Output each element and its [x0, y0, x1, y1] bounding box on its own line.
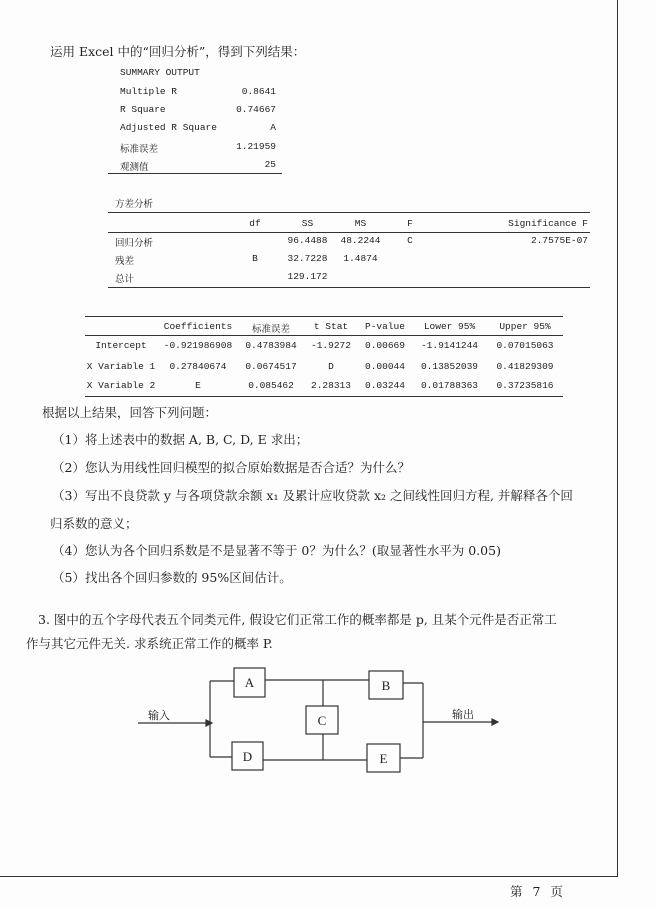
anova-header: df — [249, 218, 261, 229]
anova-cell: 残差 — [115, 256, 135, 267]
coef-cell: -1.9272 — [311, 340, 351, 351]
coef-header: P-value — [365, 321, 405, 332]
box-b-label: B — [381, 678, 391, 693]
question-4: （4）您认为各个回归系数是不是显著不等于 0？为什么？(取显著性水平为 0.05) — [52, 543, 501, 558]
output-label: 输出 — [452, 709, 474, 721]
coef-header: t Stat — [313, 321, 349, 332]
intro-text: 运用 Excel 中的“回归分析”，得到下列结果： — [50, 44, 306, 59]
coef-header: Coefficients — [163, 321, 233, 332]
summary-label: Multiple R — [120, 86, 178, 97]
coef-header: 标准误差 — [251, 324, 290, 335]
anova-cell: 129.172 — [287, 271, 328, 282]
coef-cell: 0.03244 — [365, 380, 405, 391]
box-e-label: E — [379, 751, 388, 766]
anova-header: F — [407, 218, 413, 229]
questions-lead: 根据以上结果，回答下列问题： — [42, 405, 218, 420]
box-d-label: D — [242, 749, 253, 764]
coef-cell: 0.00669 — [365, 340, 405, 351]
anova-cell: 2.7575E-07 — [530, 235, 588, 246]
box-c-label: C — [317, 713, 327, 728]
coef-cell: 0.00044 — [365, 361, 405, 372]
anova-cell: 48.2244 — [340, 235, 381, 246]
coef-cell: 0.41829309 — [496, 361, 554, 372]
summary-value: 1.21959 — [236, 141, 276, 152]
coef-cell: 0.13852039 — [420, 361, 478, 372]
coef-cell: E — [195, 380, 201, 391]
anova-cell: C — [407, 235, 413, 246]
problem3-line2: 作与其它元件无关. 求系统正常工作的概率 P. — [26, 636, 273, 651]
coef-cell: -0.921986908 — [163, 340, 233, 351]
summary-value: 0.8641 — [241, 86, 276, 97]
question-3: （3）写出不良贷款 y 与各项贷款余额 x₁ 及累计应收贷款 x₂ 之间线性回归方程, 并解释各个回 — [52, 488, 573, 503]
summary-value: 25 — [264, 159, 276, 170]
input-label: 输入 — [148, 710, 170, 722]
anova-header: MS — [354, 218, 367, 229]
coef-header: Upper 95% — [499, 321, 551, 332]
coef-cell: 0.37235816 — [496, 380, 554, 391]
input-arrow-icon — [206, 720, 212, 726]
coef-cell: 0.0674517 — [245, 361, 297, 372]
anova-cell: B — [252, 253, 258, 264]
summary-label: Adjusted R Square — [120, 122, 217, 133]
page-number: 第 7 页 — [510, 884, 563, 899]
coef-cell: D — [328, 361, 334, 372]
coef-cell: 0.4783984 — [245, 340, 297, 351]
coef-header: Lower 95% — [423, 321, 476, 332]
summary-title: SUMMARY OUTPUT — [120, 67, 200, 78]
question-2: （2）您认为用线性回归模型的拟合原始数据是否合适？为什么？ — [52, 460, 410, 475]
summary-value: A — [270, 122, 276, 133]
anova-title: 方差分析 — [115, 199, 154, 210]
anova-header: SS — [301, 218, 314, 229]
question-3-cont: 归系数的意义； — [50, 516, 138, 531]
summary-value: 0.74667 — [236, 104, 276, 115]
question-5: （5）找出各个回归参数的 95%区间估计。 — [52, 570, 292, 585]
coef-cell: X Variable 1 — [86, 361, 156, 372]
coef-cell: 0.085462 — [248, 380, 294, 391]
question-1: （1）将上述表中的数据 A, B, C, D, E 求出； — [52, 432, 309, 447]
anova-cell: 32.7228 — [287, 253, 328, 264]
anova-header: Significance F — [508, 218, 588, 229]
coef-cell: -1.9141244 — [420, 340, 478, 351]
coef-cell: X Variable 2 — [86, 380, 156, 391]
anova-cell: 1.4874 — [343, 253, 378, 264]
coef-cell: 0.01788363 — [420, 380, 478, 391]
coef-cell: 0.07015063 — [496, 340, 554, 351]
anova-cell: 总计 — [115, 274, 135, 285]
anova-cell: 回归分析 — [115, 238, 154, 249]
output-arrow-icon — [492, 719, 498, 725]
coef-cell: 2.28313 — [311, 380, 351, 391]
coef-cell: Intercept — [95, 340, 147, 351]
coef-cell: 0.27840674 — [169, 361, 227, 372]
problem3-line1: 3. 图中的五个字母代表五个同类元件, 假设它们正常工作的概率都是 p, 且某个元件是否正常工 — [38, 612, 557, 627]
summary-label: 标准误差 — [120, 144, 159, 155]
summary-label: 观测值 — [120, 162, 149, 173]
summary-label: R Square — [120, 104, 166, 115]
box-a-label: A — [244, 675, 255, 690]
anova-cell: 96.4488 — [287, 235, 328, 246]
